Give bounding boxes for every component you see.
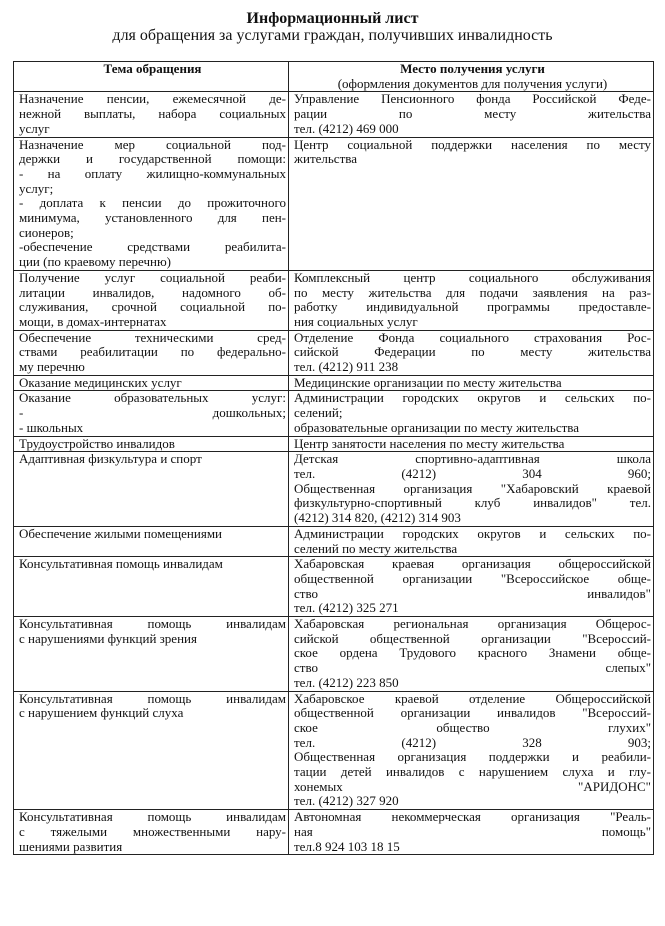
table-row bbox=[14, 810, 654, 855]
place-text-line: (4212) 314 820, (4212) 314 903 bbox=[294, 510, 461, 526]
place-text-line: Автономная некоммерческая организация "Реаль- bbox=[294, 809, 651, 825]
topic-cell bbox=[14, 391, 289, 436]
topic-text-line: -обеспечение средствами реабилита- bbox=[19, 239, 286, 255]
place-text-line: Администрации городских округов и сельских по- bbox=[294, 390, 651, 406]
place-cell bbox=[289, 330, 654, 375]
table-row bbox=[14, 270, 654, 330]
place-text-line: тел. (4212) 223 850 bbox=[294, 674, 399, 690]
topic-text-line: - на оплату жилищно-коммунальных bbox=[19, 165, 286, 181]
topic-text-line: служивания, срочной социальной по- bbox=[19, 299, 286, 315]
place-text-line: общественной организации "Всероссийское обще- bbox=[294, 570, 651, 586]
place-text-line: Комплексный центр социального обслуживания bbox=[294, 269, 651, 285]
place-text-line: Общественная организация поддержки и реабили- bbox=[294, 749, 651, 765]
place-text-line: Управление Пенсионного фонда Российской Феде- bbox=[294, 91, 651, 107]
topic-cell bbox=[14, 92, 289, 137]
table-header-row bbox=[14, 62, 654, 92]
place-cell bbox=[289, 810, 654, 855]
topic-text-line: шениями развития bbox=[19, 838, 123, 854]
topic-text-line: с нарушениями функций зрения bbox=[19, 630, 197, 646]
place-text-line: рации по месту жительства bbox=[294, 106, 651, 122]
place-text-line: хонемых "АРИДОНС" bbox=[294, 778, 651, 794]
topic-text-line: Получение услуг социальной реаби- bbox=[19, 269, 286, 285]
topic-text-line: Назначение пенсии, ежемесячной де- bbox=[19, 91, 286, 107]
place-text-line: Хабаровская региональная организация Общерос- bbox=[294, 616, 651, 632]
topic-text-line: услуг bbox=[19, 120, 50, 136]
services-table bbox=[13, 61, 654, 855]
place-cell bbox=[289, 436, 654, 452]
topic-cell bbox=[14, 617, 289, 692]
topic-text-line: нежной выплаты, набора социальных bbox=[19, 106, 286, 122]
place-text-line: сийской Федерации по месту жительства bbox=[294, 344, 651, 360]
table-row bbox=[14, 92, 654, 137]
place-text-line: тел. (4212) 327 920 bbox=[294, 793, 399, 809]
topic-text-line: ствами реабилитации по федерально- bbox=[19, 344, 286, 360]
table-row bbox=[14, 557, 654, 617]
place-text-line: ское общество глухих" bbox=[294, 719, 651, 735]
place-text-line: Хабаровское краевой отделение Общероссийской bbox=[294, 690, 651, 706]
place-text-line: сийской общественной организации "Всероссий- bbox=[294, 630, 651, 646]
place-text-line: тел.8 924 103 18 15 bbox=[294, 838, 400, 854]
place-text-line: селений по месту жительства bbox=[294, 540, 458, 556]
topic-text-line: Обеспечение техническими сред- bbox=[19, 329, 286, 345]
place-text-line: Отделение Фонда социального страхования Рос- bbox=[294, 329, 651, 345]
place-text-line: Центр социальной поддержки населения по месту bbox=[294, 136, 651, 152]
place-text-line: ния социальных услуг bbox=[294, 313, 418, 329]
place-text-line: физкультурно-спортивный клуб инвалидов" тел. bbox=[294, 495, 651, 511]
place-text-line: Медицинские организации по месту жительства bbox=[294, 374, 562, 390]
topic-text-line: - дошкольных; bbox=[19, 405, 286, 421]
place-text-line: Хабаровская краевая организация общероссийской bbox=[294, 556, 651, 572]
place-text-line: ство слепых" bbox=[294, 660, 651, 676]
place-header-sublabel: (оформления документов для получения услуги) bbox=[337, 75, 608, 91]
topic-text-line: с тяжелыми множественными нару- bbox=[19, 823, 286, 839]
topic-text-line: му перечню bbox=[19, 359, 85, 375]
place-text-line: Общественная организация "Хабаровский краевой bbox=[294, 480, 651, 496]
place-cell bbox=[289, 526, 654, 556]
topic-cell bbox=[14, 375, 289, 391]
place-text-line: тел. (4212) 469 000 bbox=[294, 120, 399, 136]
table-row bbox=[14, 137, 654, 270]
topic-cell bbox=[14, 330, 289, 375]
place-text-line: тел. (4212) 328 903; bbox=[294, 734, 651, 750]
place-column-header bbox=[289, 62, 654, 92]
table-body bbox=[14, 92, 654, 855]
topic-text-line: Консультативная помощь инвалидам bbox=[19, 809, 286, 825]
table-row bbox=[14, 691, 654, 810]
topic-text-line: - доплата к пенсии до прожиточного bbox=[19, 195, 286, 211]
topic-text-line: Консультативная помощь инвалидам bbox=[19, 616, 286, 632]
page-subtitle: для обращения за услугами граждан, получивших инвалидность bbox=[112, 27, 553, 44]
table-row bbox=[14, 436, 654, 452]
place-text-line: тел. (4212) 325 271 bbox=[294, 600, 399, 616]
place-text-line: ство инвалидов" bbox=[294, 585, 651, 601]
topic-text-line: держки и государственной помощи: bbox=[19, 151, 286, 167]
page-title: Информационный лист bbox=[246, 10, 419, 27]
table-row bbox=[14, 330, 654, 375]
place-header-label: Место получения услуги bbox=[400, 61, 545, 76]
place-cell bbox=[289, 557, 654, 617]
place-text-line: ная помощь" bbox=[294, 823, 651, 839]
table-row bbox=[14, 617, 654, 692]
topic-text-line: мощи, в домах-интернатах bbox=[19, 313, 167, 329]
place-text-line: тел. (4212) 304 960; bbox=[294, 465, 651, 481]
place-cell bbox=[289, 375, 654, 391]
table-row bbox=[14, 375, 654, 391]
place-text-line: Центр занятости населения по месту жительства bbox=[294, 435, 565, 451]
place-cell bbox=[289, 452, 654, 527]
topic-column-header bbox=[14, 62, 289, 92]
topic-cell bbox=[14, 526, 289, 556]
topic-text-line: с нарушением функций слуха bbox=[19, 705, 184, 721]
place-cell bbox=[289, 691, 654, 810]
place-cell bbox=[289, 270, 654, 330]
topic-cell bbox=[14, 810, 289, 855]
topic-text-line: Трудоустройство инвалидов bbox=[19, 435, 175, 451]
table-row bbox=[14, 391, 654, 436]
topic-cell bbox=[14, 270, 289, 330]
topic-text-line: минимума, установленного для пен- bbox=[19, 210, 286, 226]
topic-cell bbox=[14, 436, 289, 452]
topic-text-line: Консультативная помощь инвалидам bbox=[19, 556, 223, 572]
topic-text-line: Оказание образовательных услуг: bbox=[19, 390, 286, 406]
place-text-line: образовательные организации по месту жительства bbox=[294, 419, 580, 435]
topic-text-line: Оказание медицинских услуг bbox=[19, 374, 182, 390]
topic-cell bbox=[14, 691, 289, 810]
topic-cell bbox=[14, 557, 289, 617]
place-text-line: Администрации городских округов и сельских по- bbox=[294, 525, 651, 541]
place-text-line: ское ордена Трудового красного Знамени обще- bbox=[294, 645, 651, 661]
table-row bbox=[14, 452, 654, 527]
topic-cell bbox=[14, 452, 289, 527]
topic-text-line: Обеспечение жилыми помещениями bbox=[19, 525, 222, 541]
place-text-line: жительства bbox=[294, 151, 357, 167]
topic-text-line: Назначение мер социальной под- bbox=[19, 136, 286, 152]
topic-text-line: литации инвалидов, надомного об- bbox=[19, 284, 286, 300]
place-cell bbox=[289, 92, 654, 137]
topic-header-label: Тема обращения bbox=[103, 61, 202, 76]
place-cell bbox=[289, 391, 654, 436]
place-cell bbox=[289, 137, 654, 270]
place-text-line: общественной организации инвалидов "Всероссий- bbox=[294, 705, 651, 721]
topic-text-line: ции (по краевому перечню) bbox=[19, 254, 172, 270]
place-text-line: Детская спортивно-адаптивная школа bbox=[294, 451, 651, 467]
place-text-line: работку индивидуальной программы предоставле- bbox=[294, 299, 651, 315]
table-row bbox=[14, 526, 654, 556]
topic-text-line: сионеров; bbox=[19, 224, 74, 240]
topic-text-line: Консультативная помощь инвалидам bbox=[19, 690, 286, 706]
place-text-line: тации детей инвалидов с нарушением слуха и глу- bbox=[294, 764, 651, 780]
topic-cell bbox=[14, 137, 289, 270]
topic-text-line: - школьных bbox=[19, 419, 84, 435]
place-cell bbox=[289, 617, 654, 692]
place-text-line: тел. (4212) 911 238 bbox=[294, 359, 399, 375]
topic-text-line: услуг; bbox=[19, 180, 54, 196]
topic-text-line: Адаптивная физкультура и спорт bbox=[19, 451, 202, 467]
place-text-line: селений; bbox=[294, 405, 343, 421]
place-text-line: по месту жительства для подачи заявления на раз- bbox=[294, 284, 651, 300]
